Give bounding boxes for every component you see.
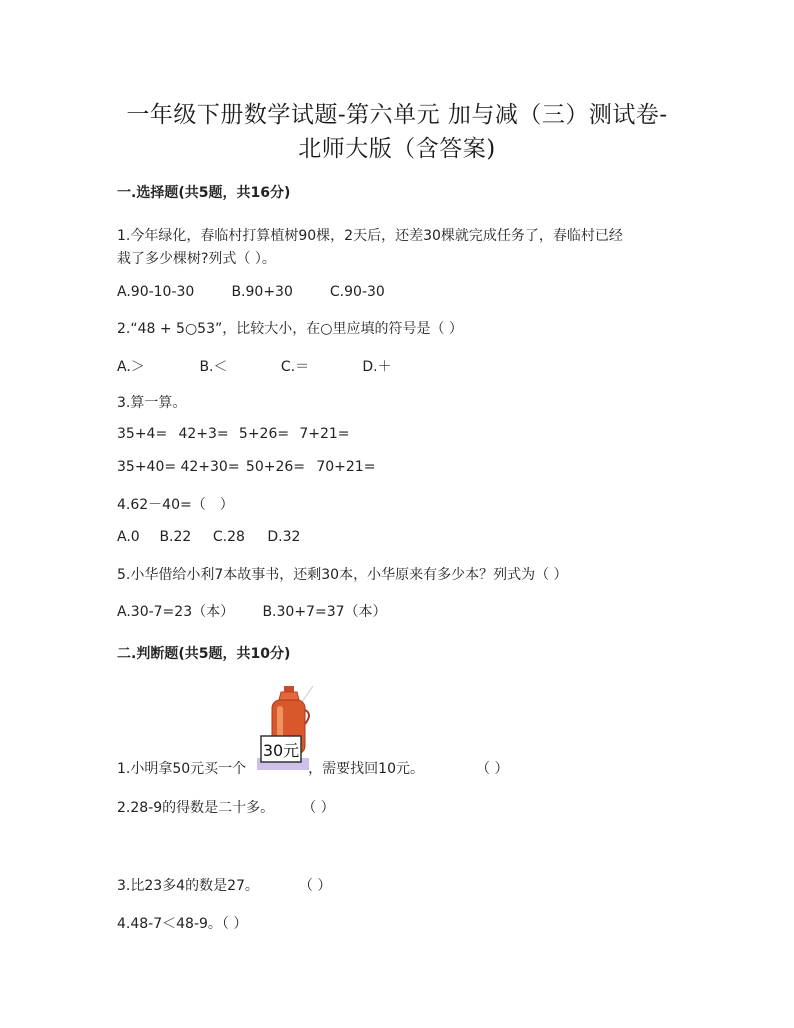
price-tag-text: 30元 [262,741,300,760]
s1-q5-options [117,601,387,621]
s1-q3-r2-c2: 42+30= [180,459,240,475]
page-title-line2: 北师大版（含答案) [298,136,496,162]
s1-q1-line1: 1.今年绿化，春临村打算植树90棵，2天后，还差30棵就完成任务了，春临村已经 [117,228,623,244]
s1-q1-opt-a: A.90-10-30 [117,284,195,300]
s1-q3-r1-c3: 5+26= [238,426,290,442]
s1-q2-opt-d: D.＋ [362,359,392,375]
s2-q1-paren: （ ） [476,761,509,777]
s2-q2 [117,797,335,817]
s1-q4: 4.62－40=（ ） [117,497,234,513]
s1-q3-r1-c4: 7+21= [299,426,350,442]
s1-q2: 2.“48 + 5○53”，比较大小，在○里应填的符号是（ ） [117,321,463,337]
s1-q3: 3.算一算。 [117,395,187,411]
s2-q2-text: 2.28-9的得数是二十多。 [117,800,275,816]
s1-q1-options [117,284,385,300]
s2-q3 [117,875,331,895]
s1-q2-opt-a: A.＞ [117,359,145,375]
s2-q4: 4.48-7＜48-9。（ ） [117,916,248,932]
s1-q3-r1-c2: 42+3= [178,426,229,442]
s1-q3-r2-c4: 70+21= [316,459,376,475]
s2-q1 [117,758,508,778]
s1-q2-opt-b: B.＜ [199,359,228,375]
s1-q1-opt-c: C.90-30 [329,284,385,300]
s1-q3-r1-c1: 35+4= [117,426,168,442]
s1-q3-row1 [117,426,350,442]
s1-q3-r2-c3: 50+26= [245,459,305,475]
s1-q5-opt-a: A.30-7=23（本） [117,604,235,620]
s1-q3-row2 [117,459,375,475]
s1-q4-opt-b: B.22 [159,529,192,545]
s1-q5-opt-b: B.30+7=37（本） [262,604,387,620]
section2-heading: 二.判断题(共5题，共10分) [117,646,291,662]
s1-q4-opt-a: A.0 [117,529,140,545]
s1-q4-opt-c: C.28 [212,529,245,545]
section1-heading: 一.选择题(共5题，共16分) [117,185,291,201]
s2-q2-paren: （ ） [302,800,335,816]
s1-q2-opt-c: C.＝ [280,359,310,375]
s1-q4-options [117,529,300,545]
s2-q3-paren: （ ） [298,878,332,894]
s2-q3-text: 3.比23多4的数是27。 [117,878,259,894]
s1-q2-options [117,356,392,376]
s2-q1-after: ，需要找回10元。 [308,761,424,777]
s1-q4-opt-d: D.32 [267,529,301,545]
s1-q1-opt-b: B.90+30 [231,284,293,300]
s2-q1-before: 1.小明拿50元买一个 [117,761,247,777]
s1-q3-r2-c1: 35+40= [117,459,177,475]
s1-q1-line2: 栽了多少棵树?列式（ ）。 [117,251,276,267]
s1-q5: 5.小华借给小利7本故事书，还剩30本，小华原来有多少本？列式为（ ） [117,567,568,583]
page-title-line1: 一年级下册数学试题-第六单元 加与减（三）测试卷- [126,102,668,128]
